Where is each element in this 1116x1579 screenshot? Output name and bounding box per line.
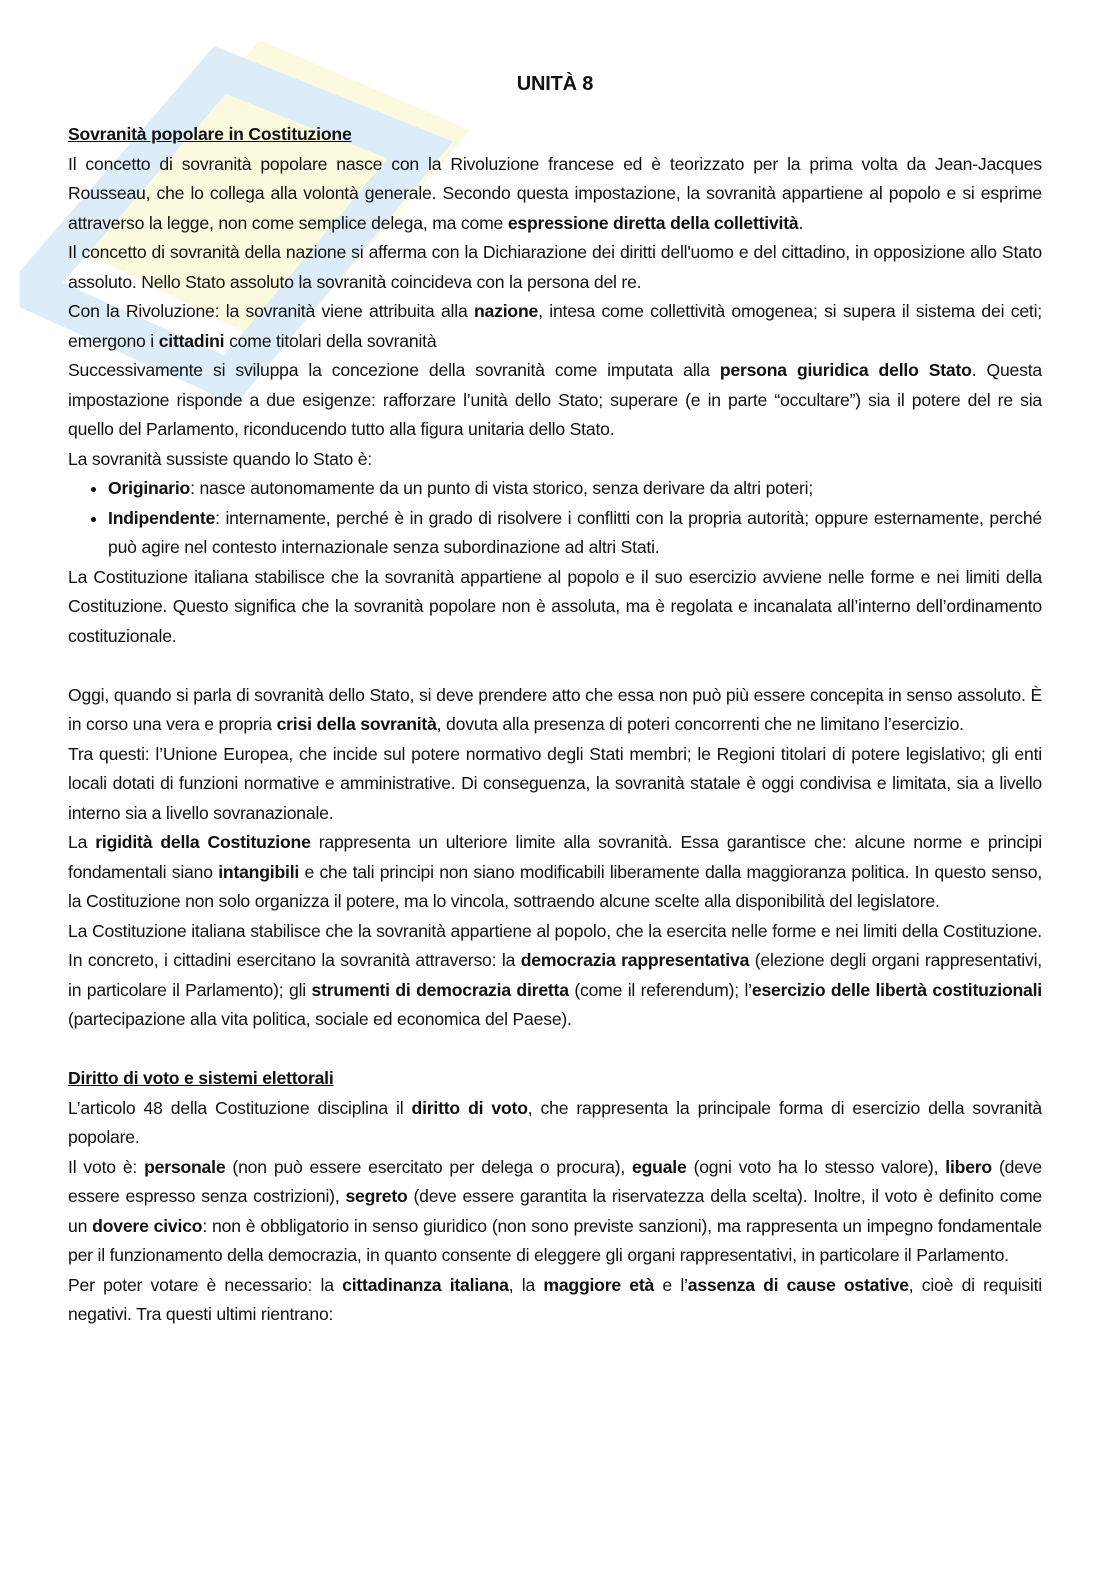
paragraph — [68, 681, 1042, 740]
paragraph — [68, 150, 1042, 239]
text-run: (deve essere espresso senza costrizioni), — [68, 1156, 1042, 1206]
text-run: Per poter votare è necessario: la — [68, 1274, 343, 1295]
section-heading: Diritto di voto e sistemi elettorali — [68, 1068, 334, 1088]
text-run: Il concetto di sovranità della nazione si afferma con la Dichiarazione dei diritti dell'uomo e del cittadino, in opposizione allo Stato assoluto. Nello Stato assoluto la sovranità coincideva con la persona del re. — [68, 242, 1042, 292]
paragraph — [68, 563, 1042, 652]
bold-text: diritto di voto — [411, 1097, 528, 1118]
text-run: Successivamente si sviluppa la concezione della sovranità come imputata alla — [68, 360, 720, 380]
section-heading: Sovranità popolare in Costituzione — [68, 124, 352, 144]
paragraph — [68, 297, 1042, 356]
text-run: , intesa come collettività omogenea; si supera il sistema dei ceti; emergono i — [68, 301, 1043, 351]
text-run: La Costituzione italiana stabilisce che la sovranità appartiene al popolo, che la esercita nelle forme e nei limiti della Costituzione. In concreto, i cittadini esercitano la sovranità attraverso: la — [68, 920, 1042, 970]
bold-text: assenza di cause ostative — [687, 1274, 909, 1295]
text-run: . — [798, 212, 804, 233]
paragraph — [68, 917, 1042, 1035]
text-run: , cioè di requisiti negativi. Tra questi ultimi rientrano: — [68, 1274, 1043, 1324]
text-run: : non è obbligatorio in senso giuridico (non sono previste sanzioni), ma rappresenta un impegno fondamentale per il funzionamento della democrazia, in quanto consente di eleggere gli organi rappresentativi, in particolare il Parlamento. — [68, 1215, 1042, 1265]
paragraph — [68, 740, 1042, 829]
bold-text: eguale — [632, 1156, 687, 1177]
text-run: , che rappresenta la principale forma di esercizio della sovranità popolare. — [68, 1097, 1042, 1147]
bold-text: Indipendente — [108, 507, 216, 528]
bold-text: dovere civico — [92, 1215, 203, 1236]
text-run: e l’ — [654, 1274, 688, 1295]
list-item — [108, 504, 1042, 563]
text-run: Il concetto di sovranità popolare nasce con la Rivoluzione francese ed è teorizzato per la prima volta da Jean-Jacques Rousseau, che lo collega alla volontà generale. Secondo questa impostazione, la sovranità appartiene al popolo e si esprime attraverso la legge, non come semplice delega, ma come — [68, 153, 1042, 233]
text-run: L’articolo 48 della Costituzione disciplina il — [68, 1097, 412, 1118]
text-run: (partecipazione alla vita politica, sociale ed economica del Paese). — [68, 1009, 572, 1029]
bold-text: segreto — [345, 1186, 408, 1206]
text-run: (non può essere esercitato per delega o procura), — [225, 1156, 633, 1177]
text-run: come titolari della sovranità — [224, 330, 437, 351]
paragraph — [68, 445, 1042, 475]
blank-line — [68, 1035, 1042, 1065]
text-run: Il voto è: — [68, 1156, 145, 1177]
text-run: (come il referendum); l’ — [568, 979, 752, 1000]
text-run: . Questa impostazione risponde a due esigenze: rafforzare l’unità dello Stato; superare (e in parte “occultare”) sia il potere del re sia quello del Parlamento, riconducendo tutto alla figura unitaria dello Stato. — [68, 360, 1043, 439]
bold-text: Originario — [108, 478, 191, 498]
bold-text: maggiore età — [543, 1274, 655, 1295]
bold-text: cittadinanza italiana — [342, 1274, 509, 1295]
text-run: : internamente, perché è in grado di risolvere i conflitti con la propria autorità; oppure esternamente, perché può agire nel contesto internazionale senza subordinazione ad altri Stati. — [108, 507, 1042, 557]
text-run: Oggi, quando si parla di sovranità dello Stato, si deve prendere atto che essa non può più essere concepita in senso assoluto. È in corso una vera e propria — [68, 684, 1042, 734]
bold-text: rigidità della Costituzione — [95, 832, 311, 852]
text-run: e che tali principi non siano modificabili liberamente dalla maggioranza politica. In questo senso, la Costituzione non solo organizza il potere, ma lo vincola, sottraendo alcune scelte alla disponibilità del legislatore. — [68, 861, 1043, 911]
paragraph — [68, 356, 1042, 445]
text-run: La Costituzione italiana stabilisce che la sovranità appartiene al popolo e il suo esercizio avviene nelle forme e nei limiti della Costituzione. Questo significa che la sovranità popolare non è assoluta, ma è regolata e incanalata all’interno dell’ordinamento costituzionale. — [68, 566, 1042, 646]
bold-text: personale — [144, 1156, 226, 1177]
paragraph — [68, 238, 1042, 297]
bold-text: intangibili — [218, 861, 300, 882]
text-run: Con la Rivoluzione: la sovranità viene attribuita alla — [68, 301, 474, 321]
paragraph — [68, 828, 1042, 917]
paragraph — [68, 1153, 1042, 1271]
bold-text: esercizio delle libertà costituzionali — [751, 979, 1042, 1000]
bold-text: espressione diretta della collettività — [507, 212, 799, 233]
text-run: La sovranità sussiste quando lo Stato è: — [68, 448, 372, 469]
bold-text: democrazia rappresentativa — [520, 950, 750, 970]
text-run: (elezione degli organi rappresentativi, in particolare il Parlamento); gli — [68, 950, 1042, 1000]
text-run: rappresenta un ulteriore limite alla sovranità. Essa garantisce che: alcune norme e principi fondamentali siano — [68, 832, 1042, 882]
bold-text: persona giuridica dello Stato — [719, 360, 972, 380]
bold-text: strumenti di democrazia diretta — [311, 979, 569, 1000]
document-page — [68, 70, 1042, 1330]
paragraph — [68, 1271, 1042, 1330]
text-run: (ogni voto ha lo stesso valore), — [686, 1156, 946, 1177]
bullet-list — [68, 474, 1042, 563]
text-run: (deve essere garantita la riservatezza della scelta). Inoltre, il voto è definito come un — [68, 1186, 1042, 1236]
text-run: Tra questi: l’Unione Europea, che incide sul potere normativo degli Stati membri; le Regioni titolari di potere legislativo; gli enti locali dotati di funzioni normative e amministrative. Di conseguenza, la sovranità statale è oggi condivisa e limitata, sia a livello interno sia a livello sovranazionale. — [68, 743, 1042, 823]
bold-text: cittadini — [158, 330, 225, 351]
paragraph — [68, 1094, 1042, 1153]
bold-text: crisi della sovranità — [276, 714, 437, 734]
page-title: UNITÀ 8 — [516, 73, 594, 95]
text-run: , la — [508, 1274, 544, 1295]
list-item — [108, 474, 1042, 504]
text-run: La — [68, 832, 96, 852]
document-body — [68, 120, 1042, 1330]
bold-text: libero — [945, 1156, 992, 1177]
blank-line — [68, 651, 1042, 681]
text-run: , dovuta alla presenza di poteri concorrenti che ne limitano l’esercizio. — [436, 714, 964, 734]
bold-text: nazione — [474, 301, 539, 321]
text-run: : nasce autonomamente da un punto di vista storico, senza derivare da altri poteri; — [190, 478, 814, 498]
